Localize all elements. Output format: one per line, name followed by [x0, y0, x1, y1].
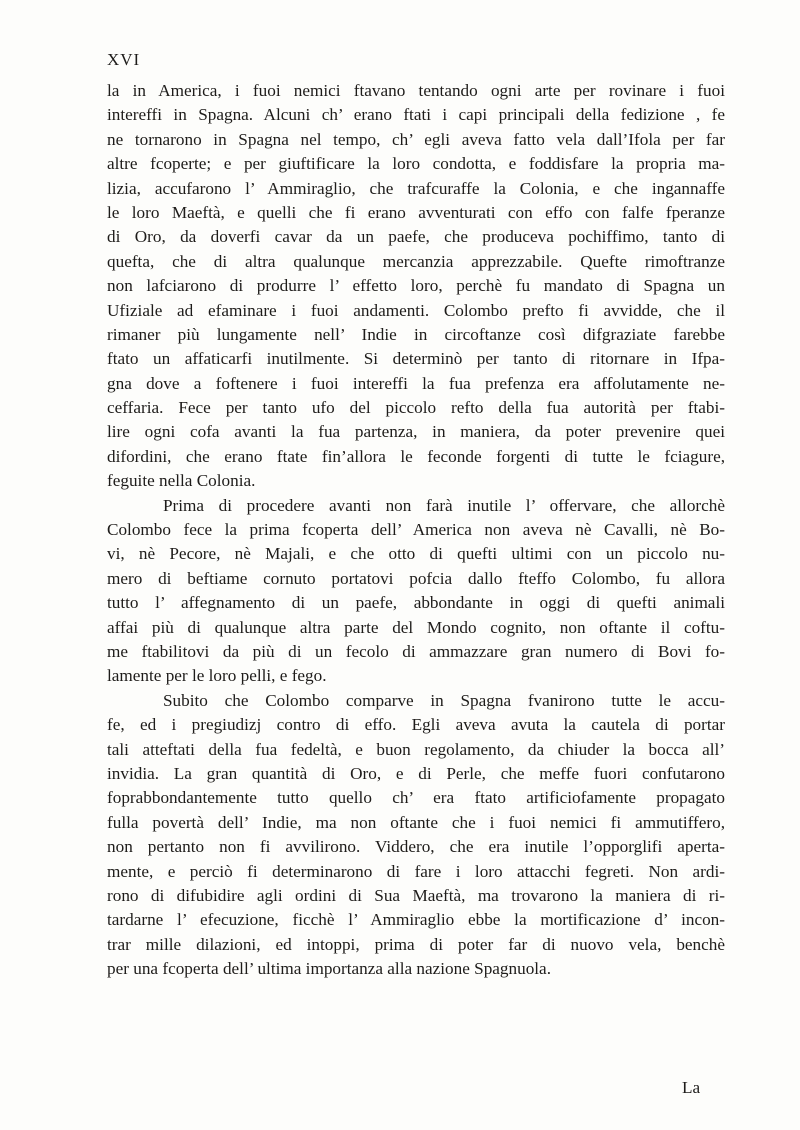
text-line: le loro Maeftà, e quelli che fi erano avventurati con effo con falfe fperanze	[107, 202, 725, 222]
text-line: affai più di qualunque altra parte del Mondo cognito, non oftante il coftu-	[107, 617, 725, 637]
text-line: foprabbondantemente tutto quello ch’ era ftato artificiofamente propagato	[107, 788, 725, 808]
text-line: altre fcoperte; e per giuftificare la loro condotta, e foddisfare la propria ma-	[107, 154, 725, 174]
text-line: mente, e perciò fi determinarono di fare i loro attacchi fegreti. Non ardi-	[107, 861, 725, 881]
text-line: lire ogni cofa avanti la fua partenza, in maniera, da poter prevenire quei	[107, 422, 725, 442]
paragraph-first-line: Subito che Colombo comparve in Spagna fvanirono tutte le accu-	[163, 690, 725, 710]
text-line: fe, ed i pregiudizj contro di effo. Egli aveva avuta la cautela di portar	[107, 715, 725, 735]
text-line: rono di difubidire agli ordini di Sua Maeftà, ma trovarono la maniera di ri-	[107, 885, 725, 905]
paragraph-end-line: feguite nella Colonia.	[107, 471, 256, 491]
text-line: invidia. La gran quantità di Oro, e di Perle, che meffe fuori confutarono	[107, 763, 725, 783]
text-line: rimaner più lungamente nell’ Indie in circoftanze così difgraziate farebbe	[107, 324, 725, 344]
text-line: me ftabilitovi da più di un fecolo di ammazzare gran numero di Bovi fo-	[107, 641, 725, 661]
text-line: ceffaria. Fece per tanto ufo del piccolo refto della fua autorità per ftabi-	[107, 398, 725, 418]
text-line: mero di beftiame cornuto portatovi pofcia dallo fteffo Colombo, fu allora	[107, 568, 725, 588]
body-text	[107, 79, 725, 981]
paragraph-end-line: per una fcoperta dell’ ultima importanza alla nazione Spagnuola.	[107, 959, 551, 979]
catchword: La	[682, 1078, 701, 1097]
text-line: trar mille dilazioni, ed intoppi, prima di poter far di nuovo vela, benchè	[107, 934, 725, 954]
text-line: non pertanto non fi avvilirono. Viddero, che era inutile l’opporglifi aperta-	[107, 837, 725, 857]
text-line: lizia, accufarono l’ Ammiraglio, che trafcuraffe la Colonia, e che ingannaffe	[107, 178, 725, 198]
text-line: non lafciarono di produrre l’ effetto loro, perchè fu mandato di Spagna un	[107, 276, 725, 296]
text-line: intereffi in Spagna. Alcuni ch’ erano ftati i capi principali della fedizione , fe	[107, 105, 725, 125]
text-line: tutto l’ affegnamento di un paefe, abbondante in oggi di quefti animali	[107, 593, 725, 613]
text-line: tali atteftati della fua fedeltà, e buon regolamento, da chiuder la bocca all’	[107, 739, 725, 759]
text-line: difordini, che erano ftate fin’allora le feconde forgenti di tutte le fciagure,	[107, 446, 725, 466]
text-line: ne tornarono in Spagna nel tempo, ch’ egli aveva fatto vela dall’Ifola per far	[107, 129, 725, 149]
text-line: vi, nè Pecore, nè Majali, e che otto di quefti ultimi con un piccolo nu-	[107, 544, 725, 564]
page-number: XVI	[107, 50, 141, 69]
text-line: di Oro, da doverfi cavar da un paefe, che produceva pochiffimo, tanto di	[107, 227, 725, 247]
text-line: gna dove a foftenere i fuoi intereffi la fua prefenza era affolutamente ne-	[107, 373, 725, 393]
paragraph-first-line: Prima di procedere avanti non farà inutile l’ offervare, che allorchè	[163, 495, 725, 515]
paragraph-end-line: lamente per le loro pelli, e fego.	[107, 666, 327, 686]
text-line: Colombo fece la prima fcoperta dell’ America non aveva nè Cavalli, nè Bo-	[107, 520, 725, 540]
text-line: fulla povertà dell’ Indie, ma non oftante che i fuoi nemici fi ammutiffero,	[107, 812, 725, 832]
text-line: quefta, che di altra qualunque mercanzia apprezzabile. Quefte rimoftranze	[107, 251, 725, 271]
text-line: tardarne l’ efecuzione, ficchè l’ Ammiraglio ebbe la mortificazione d’ incon-	[107, 910, 725, 930]
text-line: la in America, i fuoi nemici ftavano tentando ogni arte per rovinare i fuoi	[107, 81, 725, 100]
text-line: ftato un affaticarfi inutilmente. Si determinò per tanto di ritornare in Ifpa-	[107, 349, 725, 369]
text-line: Ufiziale ad efaminare i fuoi andamenti. Colombo prefto fi avvidde, che il	[107, 300, 725, 320]
